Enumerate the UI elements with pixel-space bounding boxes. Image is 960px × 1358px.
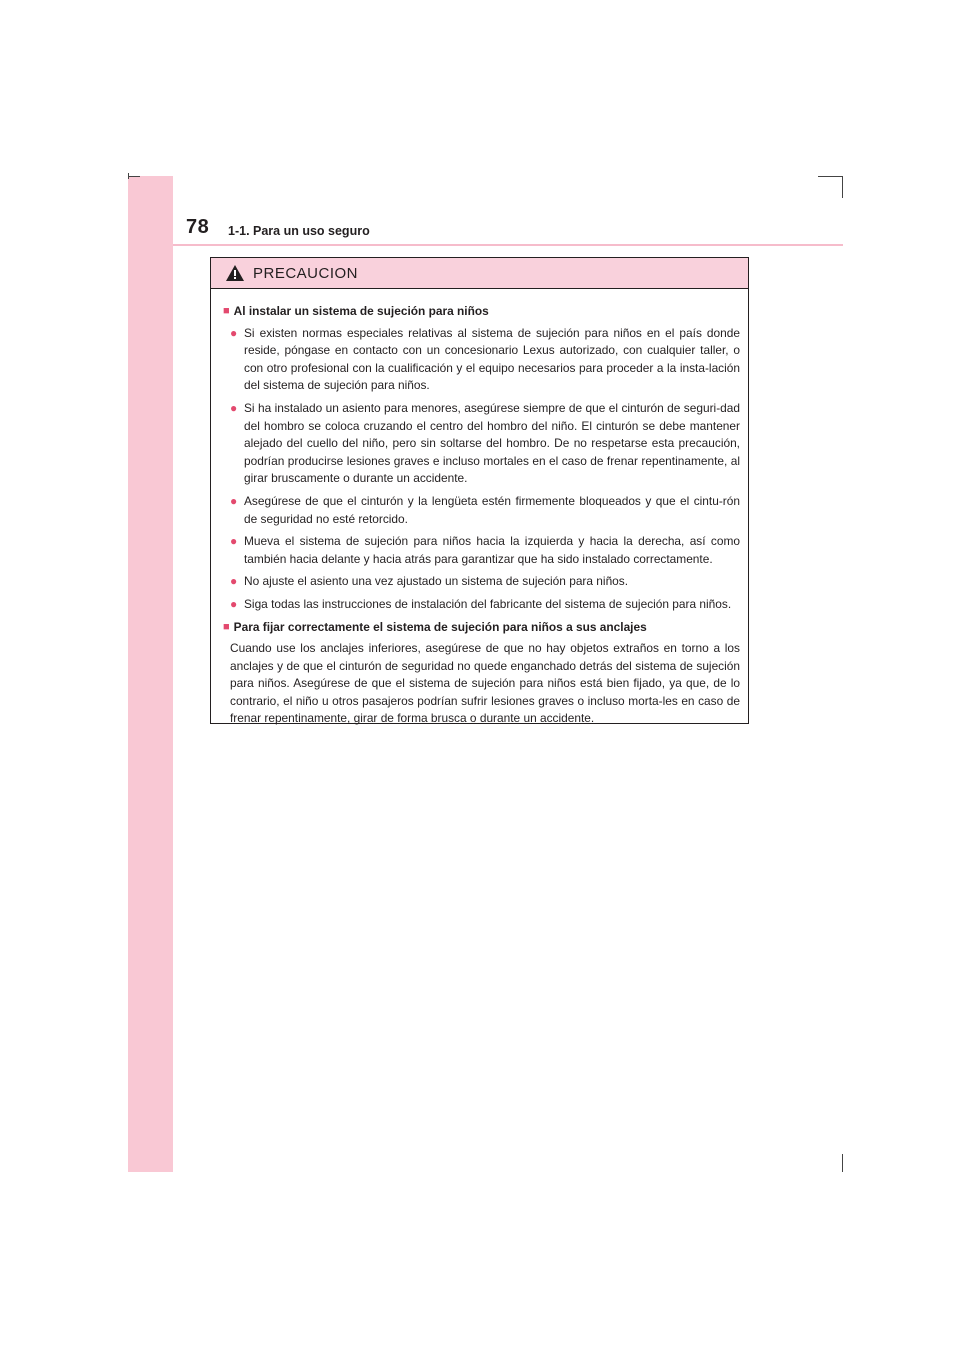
circle-bullet-icon: ● bbox=[230, 574, 238, 589]
installation-bullet-list bbox=[223, 325, 740, 614]
list-item-text: Siga todas las instrucciones de instalación del fabricante del sistema de sujeción para niños. bbox=[244, 596, 732, 611]
section-heading-installation bbox=[223, 303, 740, 321]
caution-title: PRECAUCION bbox=[253, 264, 359, 282]
square-bullet-icon: ■ bbox=[223, 305, 230, 317]
square-bullet-icon: ■ bbox=[223, 620, 230, 633]
list-item-text: Si existen normas especiales relativas al sistema de sujeción para niños en el país donde reside, póngase en contacto con un concesionario Lexus autorizado, con cualquier taller, o con otro profesional con la cualificación y el equipo necesarios para proceder a la insta-lación del sistema de sujeción para niños. bbox=[244, 325, 740, 393]
section-title: 1-1. Para un uso seguro bbox=[228, 224, 370, 238]
circle-bullet-icon: ● bbox=[230, 596, 238, 611]
section-heading-anchors bbox=[223, 619, 740, 637]
warning-triangle-icon bbox=[225, 264, 245, 282]
list-item-text: Mueva el sistema de sujeción para niños hacia la izquierda y hacia la derecha, así como también hacia delante y hacia atrás para garantizar que ha sido instalado correctamente. bbox=[244, 534, 740, 566]
list-item bbox=[223, 325, 740, 395]
side-tab-strip bbox=[128, 176, 173, 1172]
section-heading-text: Al instalar un sistema de sujeción para niños bbox=[233, 304, 489, 318]
list-item bbox=[223, 533, 740, 568]
list-item-text: Si ha instalado un asiento para menores, asegúrese siempre de que el cinturón de seguri-dad del hombro se coloca cruzando el centro del hombro del niño. El cinturón se debe mantener alejado del cuello del niño, pero sin soltarse del hombro. De no respetarse esta precaución, podrían producirse lesiones graves e incluso mortales en el caso de frenar repentinamente, al girar bruscamente o durante un accidente. bbox=[244, 400, 740, 486]
section-heading-text: Para fijar correctamente el sistema de sujeción para niños a sus anclajes bbox=[233, 619, 647, 634]
crop-mark-top-left-h bbox=[128, 176, 140, 177]
circle-bullet-icon: ● bbox=[230, 534, 238, 549]
caution-header bbox=[211, 258, 748, 289]
list-item-text: No ajuste el asiento una vez ajustado un sistema de sujeción para niños. bbox=[244, 574, 629, 589]
circle-bullet-icon: ● bbox=[230, 493, 238, 508]
page-number: 78 bbox=[186, 216, 210, 238]
header-divider bbox=[173, 244, 843, 246]
anchors-paragraph: Cuando use los anclajes inferiores, asegúrese de que no hay objetos extraños en torno a los anclajes y de que el cinturón de seguridad no quede enganchado detrás del sistema de sujeción para niños. Asegúrese de que el sistema de sujeción para niños está bien fijado, ya que, de lo contrario, el niño u otros pasajeros podrían sufrir lesiones graves o incluso morta-les en caso de frenar repentinamente, girar de forma brusca o durante un accidente. bbox=[230, 641, 740, 726]
caution-box bbox=[210, 257, 749, 724]
circle-bullet-icon: ● bbox=[230, 325, 238, 340]
list-item bbox=[223, 596, 740, 614]
list-item bbox=[223, 400, 740, 488]
circle-bullet-icon: ● bbox=[230, 400, 238, 415]
crop-mark-top-right-v bbox=[842, 176, 843, 198]
crop-mark-top-right-h bbox=[818, 176, 842, 177]
list-item bbox=[223, 573, 740, 591]
list-item bbox=[223, 493, 740, 528]
crop-mark-bottom-right-v bbox=[842, 1154, 843, 1172]
list-item-text: Asegúrese de que el cinturón y la lengüeta estén firmemente bloqueados y que el cintu-rón de seguridad no esté retorcido. bbox=[244, 493, 740, 526]
caution-body bbox=[211, 289, 748, 728]
